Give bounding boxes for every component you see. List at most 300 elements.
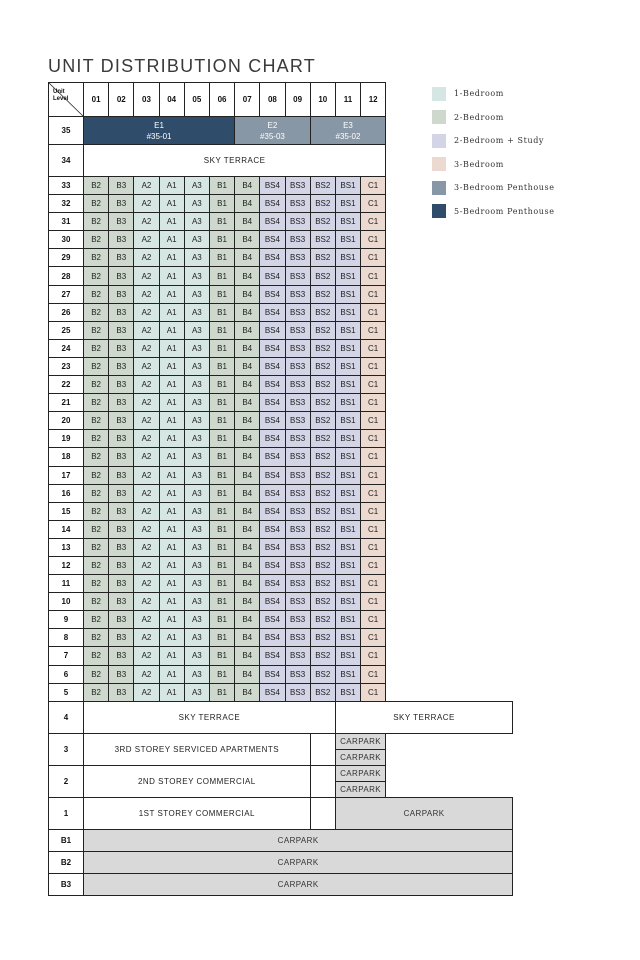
carpark-cell: CARPARK [335, 749, 385, 765]
unit-cell: BS3 [285, 195, 310, 213]
unit-cell: A1 [159, 376, 184, 394]
penthouse-type: E2 [267, 120, 278, 130]
legend-swatch [432, 204, 446, 218]
unit-cell: BS4 [260, 665, 285, 683]
commercial-cell: 1ST STOREY COMMERCIAL [84, 797, 311, 829]
unit-cell: A2 [134, 339, 159, 357]
unit-cell: B3 [109, 213, 134, 231]
unit-cell: B1 [209, 285, 234, 303]
unit-cell: B3 [109, 267, 134, 285]
blank-cell [386, 267, 513, 285]
legend-item [432, 82, 555, 106]
carpark-cell: CARPARK [84, 829, 513, 851]
unit-cell: BS1 [335, 647, 360, 665]
blank-cell [310, 733, 335, 765]
unit-cell: BS3 [285, 665, 310, 683]
unit-cell: B2 [84, 394, 109, 412]
blank-cell [386, 611, 513, 629]
unit-cell: BS2 [310, 195, 335, 213]
level-label: 4 [49, 701, 84, 733]
unit-cell: C1 [361, 611, 386, 629]
unit-cell: BS3 [285, 303, 310, 321]
unit-cell: B2 [84, 593, 109, 611]
unit-cell: A3 [184, 593, 209, 611]
unit-cell: B4 [235, 430, 260, 448]
unit-cell: BS1 [335, 629, 360, 647]
unit-cell: C1 [361, 647, 386, 665]
unit-cell: C1 [361, 665, 386, 683]
unit-cell: BS2 [310, 430, 335, 448]
unit-cell: A3 [184, 213, 209, 231]
unit-cell: A3 [184, 249, 209, 267]
unit-cell: BS1 [335, 213, 360, 231]
unit-cell: A2 [134, 394, 159, 412]
unit-cell: BS2 [310, 556, 335, 574]
legend [432, 82, 555, 223]
carpark-cell: CARPARK [335, 733, 385, 749]
unit-cell: A2 [134, 195, 159, 213]
unit-cell: A2 [134, 285, 159, 303]
unit-cell: BS4 [260, 647, 285, 665]
unit-cell: A2 [134, 575, 159, 593]
level-label: 14 [49, 520, 84, 538]
level-label: 24 [49, 339, 84, 357]
unit-cell: B4 [235, 575, 260, 593]
unit-cell: A1 [159, 593, 184, 611]
unit-cell: BS3 [285, 376, 310, 394]
legend-label: 2-Bedroom + Study [454, 136, 545, 146]
unit-cell: A1 [159, 448, 184, 466]
unit-cell: BS3 [285, 593, 310, 611]
unit-cell: A1 [159, 213, 184, 231]
unit-cell: BS4 [260, 502, 285, 520]
unit-cell: BS3 [285, 394, 310, 412]
unit-cell: BS4 [260, 357, 285, 375]
unit-cell: C1 [361, 285, 386, 303]
penthouse-type: E3 [343, 120, 353, 130]
corner-level-label: Level [53, 96, 69, 102]
unit-cell: C1 [361, 213, 386, 231]
penthouse-type: E1 [154, 120, 164, 130]
blank-cell [386, 394, 513, 412]
column-header: 01 [84, 83, 109, 117]
unit-cell: A3 [184, 466, 209, 484]
unit-cell: BS4 [260, 249, 285, 267]
penthouse-cell [235, 117, 311, 145]
level-label: 7 [49, 647, 84, 665]
unit-cell: B3 [109, 611, 134, 629]
unit-cell: C1 [361, 683, 386, 701]
unit-cell: BS1 [335, 177, 360, 195]
unit-cell: B1 [209, 538, 234, 556]
unit-cell: BS2 [310, 177, 335, 195]
unit-cell: B1 [209, 484, 234, 502]
level-label: 8 [49, 629, 84, 647]
unit-cell: BS3 [285, 448, 310, 466]
unit-cell: A2 [134, 538, 159, 556]
unit-cell: BS3 [285, 231, 310, 249]
unit-cell: A2 [134, 683, 159, 701]
unit-cell: A2 [134, 267, 159, 285]
unit-cell: A3 [184, 575, 209, 593]
unit-cell: B2 [84, 520, 109, 538]
unit-cell: B4 [235, 593, 260, 611]
unit-cell: A2 [134, 520, 159, 538]
blank-cell [386, 593, 513, 611]
legend-item [432, 176, 555, 200]
unit-cell: A1 [159, 412, 184, 430]
blank-cell [386, 629, 513, 647]
unit-cell: A1 [159, 303, 184, 321]
unit-cell: BS1 [335, 412, 360, 430]
unit-cell: B3 [109, 231, 134, 249]
unit-cell: BS4 [260, 683, 285, 701]
legend-swatch [432, 181, 446, 195]
unit-cell: B3 [109, 520, 134, 538]
unit-cell: BS3 [285, 629, 310, 647]
unit-cell: BS4 [260, 538, 285, 556]
unit-cell: A3 [184, 177, 209, 195]
unit-cell: B3 [109, 303, 134, 321]
unit-cell: B3 [109, 629, 134, 647]
unit-cell: A3 [184, 303, 209, 321]
unit-cell: B3 [109, 466, 134, 484]
unit-cell: C1 [361, 267, 386, 285]
commercial-cell: 2ND STOREY COMMERCIAL [84, 765, 311, 797]
legend-swatch [432, 110, 446, 124]
unit-cell: C1 [361, 430, 386, 448]
unit-cell: B2 [84, 285, 109, 303]
unit-cell: C1 [361, 339, 386, 357]
unit-cell: B3 [109, 448, 134, 466]
unit-cell: B2 [84, 556, 109, 574]
unit-cell: B2 [84, 249, 109, 267]
unit-cell: BS2 [310, 394, 335, 412]
unit-cell: B3 [109, 575, 134, 593]
unit-cell: BS2 [310, 412, 335, 430]
unit-cell: B2 [84, 538, 109, 556]
unit-cell: BS1 [335, 484, 360, 502]
unit-cell: BS4 [260, 466, 285, 484]
unit-cell: B1 [209, 593, 234, 611]
unit-cell: B1 [209, 412, 234, 430]
unit-cell: BS4 [260, 575, 285, 593]
unit-cell: B4 [235, 484, 260, 502]
unit-cell: A1 [159, 339, 184, 357]
unit-cell: B4 [235, 629, 260, 647]
level-label: 3 [49, 733, 84, 765]
unit-cell: B3 [109, 484, 134, 502]
blank-cell [386, 448, 513, 466]
unit-cell: BS1 [335, 665, 360, 683]
unit-cell: B2 [84, 357, 109, 375]
legend-label: 2-Bedroom [454, 112, 504, 122]
level-label: 23 [49, 357, 84, 375]
unit-cell: BS1 [335, 357, 360, 375]
column-header: 03 [134, 83, 159, 117]
sky-terrace-cell: SKY TERRACE [335, 701, 512, 733]
unit-cell: BS4 [260, 430, 285, 448]
unit-cell: A2 [134, 611, 159, 629]
unit-cell: C1 [361, 394, 386, 412]
unit-cell: A3 [184, 538, 209, 556]
unit-cell: BS3 [285, 285, 310, 303]
unit-cell: B1 [209, 195, 234, 213]
sky-terrace-cell: SKY TERRACE [84, 701, 336, 733]
blank-cell [386, 575, 513, 593]
unit-cell: BS3 [285, 575, 310, 593]
column-header: 12 [361, 83, 386, 117]
unit-cell: B1 [209, 267, 234, 285]
unit-cell: A2 [134, 249, 159, 267]
unit-cell: B4 [235, 267, 260, 285]
blank-cell [386, 321, 513, 339]
unit-cell: B2 [84, 502, 109, 520]
unit-cell: B1 [209, 357, 234, 375]
unit-cell: BS1 [335, 502, 360, 520]
unit-cell: BS2 [310, 357, 335, 375]
unit-cell: C1 [361, 520, 386, 538]
unit-cell: BS1 [335, 448, 360, 466]
unit-cell: BS3 [285, 357, 310, 375]
level-label: 31 [49, 213, 84, 231]
level-label: 17 [49, 466, 84, 484]
unit-cell: C1 [361, 502, 386, 520]
unit-cell: B4 [235, 177, 260, 195]
unit-cell: B2 [84, 231, 109, 249]
unit-cell: A2 [134, 665, 159, 683]
unit-cell: B2 [84, 484, 109, 502]
blank-cell [386, 484, 513, 502]
unit-cell: A2 [134, 629, 159, 647]
unit-cell: A2 [134, 357, 159, 375]
unit-cell: B1 [209, 575, 234, 593]
unit-cell: B3 [109, 339, 134, 357]
unit-cell: C1 [361, 177, 386, 195]
penthouse-unit-number: #35-01 [146, 131, 172, 141]
unit-cell: A3 [184, 321, 209, 339]
unit-cell: BS2 [310, 448, 335, 466]
unit-cell: BS4 [260, 267, 285, 285]
unit-cell: B2 [84, 611, 109, 629]
unit-cell: A2 [134, 177, 159, 195]
unit-cell: BS4 [260, 285, 285, 303]
unit-cell: B3 [109, 195, 134, 213]
unit-cell: B2 [84, 177, 109, 195]
unit-cell: B4 [235, 213, 260, 231]
level-label: 6 [49, 665, 84, 683]
unit-cell: B1 [209, 394, 234, 412]
unit-cell: C1 [361, 466, 386, 484]
unit-cell: BS3 [285, 249, 310, 267]
unit-cell: C1 [361, 575, 386, 593]
unit-cell: B1 [209, 430, 234, 448]
unit-cell: C1 [361, 231, 386, 249]
unit-cell: B2 [84, 339, 109, 357]
legend-swatch [432, 87, 446, 101]
level-label: 12 [49, 556, 84, 574]
unit-cell: BS4 [260, 303, 285, 321]
legend-label: 1-Bedroom [454, 89, 504, 99]
unit-cell: BS1 [335, 321, 360, 339]
unit-cell: A2 [134, 448, 159, 466]
unit-cell: B4 [235, 303, 260, 321]
unit-cell: B3 [109, 412, 134, 430]
blank-cell [310, 765, 335, 797]
column-header: 08 [260, 83, 285, 117]
unit-cell: A2 [134, 303, 159, 321]
unit-cell: BS3 [285, 647, 310, 665]
level-label: 22 [49, 376, 84, 394]
penthouse-unit-number: #35-02 [335, 131, 361, 141]
level-label: 33 [49, 177, 84, 195]
unit-cell: A1 [159, 249, 184, 267]
unit-cell: B1 [209, 177, 234, 195]
unit-cell: B4 [235, 231, 260, 249]
unit-cell: BS3 [285, 466, 310, 484]
column-header: 10 [310, 83, 335, 117]
unit-cell: A1 [159, 195, 184, 213]
unit-cell: BS3 [285, 267, 310, 285]
unit-cell: B4 [235, 466, 260, 484]
unit-cell: B4 [235, 502, 260, 520]
unit-cell: BS4 [260, 448, 285, 466]
blank-cell [310, 797, 335, 829]
unit-cell: A1 [159, 520, 184, 538]
unit-cell: B4 [235, 357, 260, 375]
unit-cell: B4 [235, 520, 260, 538]
unit-cell: A1 [159, 556, 184, 574]
unit-cell: BS2 [310, 267, 335, 285]
unit-cell: BS2 [310, 303, 335, 321]
unit-cell: B1 [209, 213, 234, 231]
unit-cell: A3 [184, 647, 209, 665]
corner-cell [49, 83, 84, 117]
unit-cell: BS4 [260, 556, 285, 574]
unit-cell: BS3 [285, 520, 310, 538]
unit-cell: C1 [361, 556, 386, 574]
unit-cell: A1 [159, 611, 184, 629]
legend-label: 5-Bedroom Penthouse [454, 206, 555, 216]
unit-cell: B2 [84, 466, 109, 484]
unit-cell: BS2 [310, 520, 335, 538]
unit-cell: B4 [235, 412, 260, 430]
unit-cell: B4 [235, 339, 260, 357]
unit-cell: B2 [84, 213, 109, 231]
unit-cell: B3 [109, 376, 134, 394]
unit-cell: BS2 [310, 213, 335, 231]
unit-cell: A1 [159, 502, 184, 520]
column-header: 06 [209, 83, 234, 117]
unit-cell: B2 [84, 303, 109, 321]
unit-cell: B1 [209, 466, 234, 484]
unit-cell: B2 [84, 321, 109, 339]
unit-cell: B3 [109, 538, 134, 556]
unit-cell: B1 [209, 665, 234, 683]
unit-cell: C1 [361, 195, 386, 213]
blank-cell [386, 339, 513, 357]
unit-cell: BS4 [260, 593, 285, 611]
unit-cell: BS1 [335, 538, 360, 556]
unit-cell: C1 [361, 593, 386, 611]
column-header: 11 [335, 83, 360, 117]
unit-cell: B2 [84, 376, 109, 394]
penthouse-cell [310, 117, 386, 145]
unit-cell: B3 [109, 177, 134, 195]
unit-cell: A3 [184, 665, 209, 683]
unit-cell: B4 [235, 394, 260, 412]
unit-cell: B1 [209, 231, 234, 249]
unit-cell: B1 [209, 502, 234, 520]
blank-cell [386, 647, 513, 665]
unit-cell: B4 [235, 538, 260, 556]
unit-cell: C1 [361, 448, 386, 466]
unit-cell: A1 [159, 683, 184, 701]
unit-cell: B1 [209, 647, 234, 665]
level-label: 32 [49, 195, 84, 213]
unit-cell: BS2 [310, 538, 335, 556]
unit-cell: A2 [134, 647, 159, 665]
unit-cell: BS1 [335, 231, 360, 249]
unit-cell: B4 [235, 647, 260, 665]
unit-cell: A2 [134, 556, 159, 574]
unit-cell: A3 [184, 484, 209, 502]
unit-cell: B1 [209, 520, 234, 538]
blank-cell [386, 357, 513, 375]
unit-cell: B3 [109, 665, 134, 683]
level-label: 2 [49, 765, 84, 797]
unit-cell: BS4 [260, 412, 285, 430]
blank-cell [386, 466, 513, 484]
unit-cell: A1 [159, 285, 184, 303]
blank-cell [386, 538, 513, 556]
legend-swatch [432, 157, 446, 171]
legend-item [432, 129, 555, 153]
unit-cell: BS1 [335, 339, 360, 357]
blank-cell [386, 520, 513, 538]
level-label: 20 [49, 412, 84, 430]
legend-item [432, 200, 555, 224]
unit-cell: A2 [134, 484, 159, 502]
unit-cell: BS3 [285, 611, 310, 629]
unit-cell: B3 [109, 321, 134, 339]
level-label: 16 [49, 484, 84, 502]
column-header: 04 [159, 83, 184, 117]
blank-cell [386, 376, 513, 394]
unit-cell: A3 [184, 339, 209, 357]
legend-item [432, 153, 555, 177]
unit-cell: BS3 [285, 683, 310, 701]
unit-cell: B2 [84, 683, 109, 701]
level-label: 34 [49, 145, 84, 177]
unit-cell: BS1 [335, 575, 360, 593]
unit-cell: BS3 [285, 538, 310, 556]
unit-cell: A3 [184, 376, 209, 394]
unit-cell: B4 [235, 249, 260, 267]
unit-cell: BS3 [285, 430, 310, 448]
blank-cell [386, 231, 513, 249]
legend-label: 3-Bedroom Penthouse [454, 183, 555, 193]
level-label: 13 [49, 538, 84, 556]
level-label: 27 [49, 285, 84, 303]
unit-cell: BS1 [335, 683, 360, 701]
blank-cell [386, 285, 513, 303]
unit-cell: C1 [361, 538, 386, 556]
unit-cell: B3 [109, 647, 134, 665]
unit-cell: B4 [235, 285, 260, 303]
legend-label: 3-Bedroom [454, 159, 504, 169]
level-label: 26 [49, 303, 84, 321]
